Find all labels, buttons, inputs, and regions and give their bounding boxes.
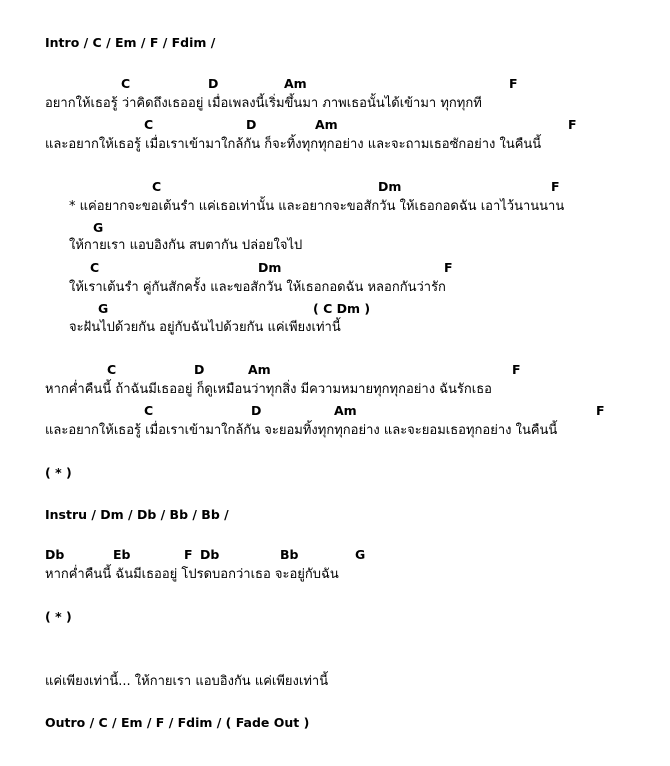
chord: G (355, 547, 366, 562)
chord: F (509, 76, 518, 91)
chord: C (107, 362, 117, 377)
outro-line: Outro / C / Em / F / Fdim / ( Fade Out ) (45, 715, 310, 730)
chord: ( C Dm ) (313, 301, 371, 316)
lyric-line: หากค่ำคืนนี้ ถ้าฉันมีเธออยู่ ก็ดูเหมือนว่าทุกสิ่ง มีความหมายทุกทุกอย่าง ฉันรักเธอ (45, 382, 492, 397)
chord: Db (45, 547, 65, 562)
chord: F (444, 260, 453, 275)
chord: F (551, 179, 560, 194)
chord: Bb (280, 547, 299, 562)
lyric-line: ให้กายเรา แอบอิงกัน สบตากัน ปล่อยใจไป (69, 238, 303, 253)
chord: D (208, 76, 219, 91)
ending-lyric-line: แค่เพียงเท่านี้... ให้กายเรา แอบอิงกัน แค่เพียงเท่านี้ (45, 674, 329, 689)
chord: Dm (378, 179, 402, 194)
chord: Am (284, 76, 307, 91)
chord: Eb (113, 547, 131, 562)
lyric-line: จะฝันไปด้วยกัน อยู่กับฉันไปด้วยกัน แค่เพียงเท่านี้ (69, 320, 341, 335)
chord: G (98, 301, 109, 316)
chord: Dm (258, 260, 282, 275)
chord: C (90, 260, 100, 275)
chord: G (93, 220, 104, 235)
chord: Am (248, 362, 271, 377)
chord: C (152, 179, 162, 194)
lyric-line: * แค่อยากจะขอเต้นรำ แค่เธอเท่านั้น และอยากจะขอสักวัน ให้เธอกอดฉัน เอาไว้นานนาน (69, 199, 565, 214)
chord: Am (334, 403, 357, 418)
lyric-line: ให้เราเต้นรำ คู่กันสักครั้ง และขอสักวัน ให้เธอกอดฉัน หลอกกันว่ารัก (69, 280, 446, 295)
chord: D (194, 362, 205, 377)
chord: F (184, 547, 193, 562)
chord: Db (200, 547, 220, 562)
chord: C (121, 76, 131, 91)
lyric-line: หากค่ำคืนนี้ ฉันมีเธออยู่ โปรดบอกว่าเธอ จะอยู่กับฉัน (45, 567, 339, 582)
instrumental-line: Instru / Dm / Db / Bb / Bb / (45, 507, 229, 522)
lyric-line: และอยากให้เธอรู้ เมื่อเราเข้ามาใกล้กัน ก็จะทิ้งทุกทุกอย่าง และจะถามเธอซักอย่าง ในคืนนี้ (45, 137, 542, 152)
intro-line: Intro / C / Em / F / Fdim / (45, 35, 216, 50)
repeat-marker: ( * ) (45, 609, 72, 624)
chord: F (512, 362, 521, 377)
chord: Am (315, 117, 338, 132)
chord: D (251, 403, 262, 418)
chord: C (144, 117, 154, 132)
chord: F (568, 117, 577, 132)
lyric-line: อยากให้เธอรู้ ว่าคิดถึงเธออยู่ เมื่อเพลงนี้เริ่มขึ้นมา ภาพเธอนั้นได้เข้ามา ทุกทุกที (45, 96, 482, 111)
repeat-marker: ( * ) (45, 465, 72, 480)
lyric-line: และอยากให้เธอรู้ เมื่อเราเข้ามาใกล้กัน จะยอมทิ้งทุกทุกอย่าง และจะยอมเธอทุกอย่าง ในคืนนี้ (45, 423, 558, 438)
chord: C (144, 403, 154, 418)
chord: D (246, 117, 257, 132)
chord: F (596, 403, 605, 418)
